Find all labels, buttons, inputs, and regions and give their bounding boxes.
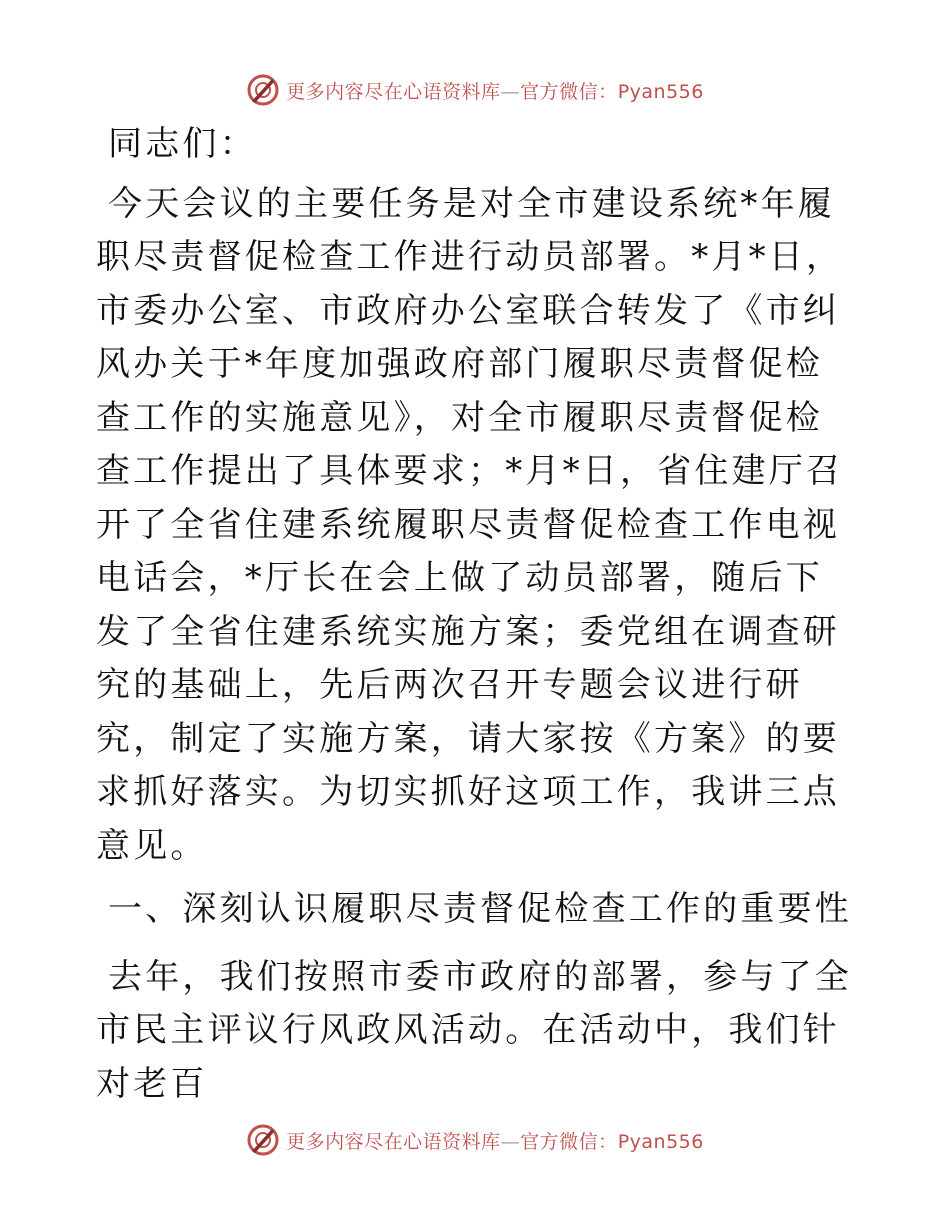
watermark-brand: 更多内容尽在心语资料库: [286, 80, 501, 103]
watermark-label: 官方微信：: [520, 80, 618, 103]
paragraph: 今天会议的主要任务是对全市建设系统*年履职尽责督促检查工作进行动员部署。*月*日，市委办公室、市政府办公室联合转发了《市纠风办关于*年度加强政府部门履职尽责督促检查工作的实施意见》，对全市履职尽责督促检查工作提出了具体要求；*月*日，省住建厅召开了全省住建系统履职尽责督促检查工作电视电话会，*厅长在会上做了动员部署，随后下发了全省住建系统实施方案；委党组在调查研究的基础上，先后两次召开专题会议进行研究，制定了实施方案，请大家按《方案》的要求抓好落实。为切实抓好这项工作，我讲三点意见。: [96, 183, 844, 866]
document-body: [96, 118, 856, 1111]
watermark-brand: 更多内容尽在心语资料库: [286, 1130, 501, 1153]
footer-watermark: [0, 1120, 950, 1160]
paragraph: 去年，我们按照市委市政府的部署，参与了全市民主评议行风政风活动。在活动中，我们针对老百: [96, 956, 852, 1104]
watermark-text: [286, 77, 704, 104]
watermark-label: 官方微信：: [520, 1130, 618, 1153]
watermark-separator: —: [500, 1130, 521, 1153]
watermark-account: Pyan556: [617, 1130, 704, 1153]
watermark-text: [286, 1127, 704, 1154]
section-heading: 一、深刻认识履职尽责督促检查工作的重要性: [108, 889, 852, 929]
watermark-account: Pyan556: [617, 80, 704, 103]
header-watermark: [0, 70, 950, 110]
logo-icon: [246, 73, 280, 107]
greeting: 同志们：: [108, 124, 257, 164]
watermark-separator: —: [500, 80, 521, 103]
logo-icon: [246, 1123, 280, 1157]
